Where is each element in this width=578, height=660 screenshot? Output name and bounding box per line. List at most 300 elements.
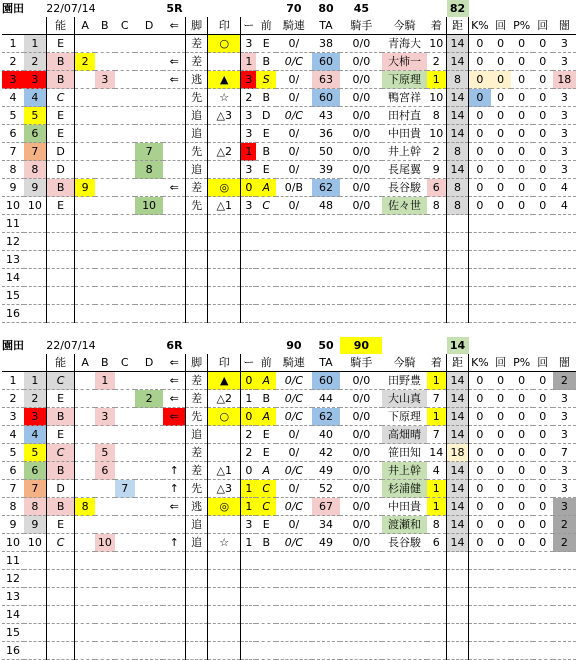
cell-pace: C xyxy=(256,480,276,498)
cell-mark[interactable] xyxy=(208,233,241,251)
cell-row-index: 8 xyxy=(2,161,24,179)
cell-umaban xyxy=(24,269,46,287)
cell-ability[interactable] xyxy=(46,215,75,233)
cell-arrow xyxy=(163,570,185,588)
cell-count1 xyxy=(491,642,511,660)
cell-jockey-rate: 0/0 xyxy=(340,161,382,179)
cell-distance xyxy=(447,624,469,642)
cell-rank-a xyxy=(75,107,95,125)
cell-ta: 52 xyxy=(312,480,341,498)
cell-row-index: 9 xyxy=(2,516,24,534)
cell-distance xyxy=(447,642,469,660)
cell-arrow xyxy=(163,89,185,107)
cell-p-pct: 0 xyxy=(511,125,533,143)
cell-mark[interactable]: ☆ xyxy=(208,534,241,552)
cell-ability[interactable]: E xyxy=(46,35,75,53)
cell-rank-d: 7 xyxy=(135,143,164,161)
cell-mark[interactable]: ▲ xyxy=(208,71,241,89)
cell-rank-b xyxy=(95,251,115,269)
cell-mark[interactable]: △3 xyxy=(208,107,241,125)
cell-ability[interactable]: C xyxy=(46,372,75,390)
cell-dash xyxy=(241,269,256,287)
cell-current-jockey xyxy=(382,552,426,570)
cell-mark[interactable] xyxy=(208,606,241,624)
cell-count1: 0 xyxy=(491,480,511,498)
cell-ability[interactable]: B xyxy=(46,71,75,89)
cell-mark[interactable] xyxy=(208,125,241,143)
cell-dash xyxy=(241,251,256,269)
cell-mark[interactable] xyxy=(208,624,241,642)
top-num-1: 90 xyxy=(286,339,302,352)
cell-rank-a xyxy=(75,233,95,251)
cell-ta: 42 xyxy=(312,444,341,462)
cell-current-jockey xyxy=(382,642,426,660)
cell-current-jockey: 杉浦健 xyxy=(382,480,426,498)
cell-distance: 18 xyxy=(447,444,469,462)
cell-dark: 3 xyxy=(553,408,576,426)
cell-mark[interactable]: ○ xyxy=(208,35,241,53)
cell-count1: 0 xyxy=(491,143,511,161)
cell-distance: 14 xyxy=(447,462,469,480)
cell-rank-b: 10 xyxy=(95,534,115,552)
cell-k-pct xyxy=(469,233,491,251)
title-blank xyxy=(135,0,164,17)
cell-rank-d xyxy=(135,642,164,660)
cell-distance xyxy=(447,269,469,287)
title-blank xyxy=(469,0,491,17)
cell-ability[interactable]: B xyxy=(46,53,75,71)
cell-ability[interactable]: B xyxy=(46,179,75,197)
cell-mark[interactable]: △2 xyxy=(208,143,241,161)
cell-mark[interactable] xyxy=(208,516,241,534)
cell-dash xyxy=(241,606,256,624)
title-blank xyxy=(553,337,576,354)
cell-k-pct: 0 xyxy=(469,444,491,462)
cell-mark[interactable]: ☆ xyxy=(208,89,241,107)
cell-ability[interactable]: D xyxy=(46,480,75,498)
cell-rank-b xyxy=(95,480,115,498)
cell-finish: 10 xyxy=(427,125,447,143)
cell-mark[interactable] xyxy=(208,444,241,462)
cell-row-index: 8 xyxy=(2,498,24,516)
cell-ability[interactable] xyxy=(46,552,75,570)
cell-finish xyxy=(427,215,447,233)
cell-mark[interactable] xyxy=(208,570,241,588)
cell-count2: 0 xyxy=(533,372,553,390)
cell-arrow: ⇐ xyxy=(163,71,185,89)
cell-dash: 0 xyxy=(241,408,256,426)
cell-ability[interactable]: E xyxy=(46,107,75,125)
cell-count2: 0 xyxy=(533,534,553,552)
header-distance: 距 xyxy=(447,17,469,35)
cell-count1: 0 xyxy=(491,161,511,179)
cell-rank-a xyxy=(75,251,95,269)
cell-umaban: 7 xyxy=(24,480,46,498)
cell-rank-b xyxy=(95,53,115,71)
cell-ability[interactable]: E xyxy=(46,426,75,444)
title-blank xyxy=(208,337,241,354)
cell-ability[interactable]: C xyxy=(46,444,75,462)
cell-rank-d xyxy=(135,606,164,624)
cell-ability[interactable] xyxy=(46,251,75,269)
cell-count1 xyxy=(491,287,511,305)
cell-ability[interactable] xyxy=(46,233,75,251)
cell-pace xyxy=(256,251,276,269)
cell-rank-c xyxy=(115,588,135,606)
cell-jockey-rate xyxy=(340,251,382,269)
header-finish: 着 xyxy=(427,17,447,35)
cell-finish xyxy=(427,642,447,660)
cell-finish: 1 xyxy=(427,372,447,390)
cell-pace xyxy=(256,269,276,287)
cell-dark: 3 xyxy=(553,161,576,179)
title-blank xyxy=(256,0,276,17)
cell-count1 xyxy=(491,251,511,269)
cell-current-jockey: 大山真 xyxy=(382,390,426,408)
cell-arrow xyxy=(163,215,185,233)
cell-ta xyxy=(312,552,341,570)
cell-rank-d xyxy=(135,534,164,552)
cell-rank-d xyxy=(135,287,164,305)
cell-ability[interactable] xyxy=(46,588,75,606)
cell-rank-b xyxy=(95,642,115,660)
cell-current-jockey: 中田貴 xyxy=(382,498,426,516)
cell-mark[interactable] xyxy=(208,588,241,606)
cell-dark xyxy=(553,552,576,570)
cell-rank-a: 2 xyxy=(75,53,95,71)
cell-count2 xyxy=(533,642,553,660)
venue: 園田 xyxy=(2,2,25,15)
cell-jockey-combo xyxy=(276,233,311,251)
cell-rank-a xyxy=(75,588,95,606)
cell-rank-c xyxy=(115,125,135,143)
cell-rank-c xyxy=(115,516,135,534)
cell-count1: 0 xyxy=(491,107,511,125)
header-dash: ー xyxy=(241,17,256,35)
cell-count2: 0 xyxy=(533,498,553,516)
cell-k-pct: 0 xyxy=(469,161,491,179)
cell-rank-d xyxy=(135,107,164,125)
cell-rank-d xyxy=(135,516,164,534)
cell-style xyxy=(186,215,208,233)
cell-count2: 0 xyxy=(533,107,553,125)
cell-p-pct: 0 xyxy=(511,89,533,107)
cell-ability[interactable]: C xyxy=(46,534,75,552)
cell-umaban: 8 xyxy=(24,498,46,516)
cell-mark[interactable] xyxy=(208,305,241,323)
cell-ability[interactable]: B xyxy=(46,498,75,516)
cell-k-pct: 0 xyxy=(469,372,491,390)
cell-row-index: 13 xyxy=(2,251,24,269)
cell-ta: 34 xyxy=(312,516,341,534)
cell-dash: 2 xyxy=(241,89,256,107)
cell-rank-c xyxy=(115,161,135,179)
cell-arrow: ⇐ xyxy=(163,53,185,71)
cell-dash: 3 xyxy=(241,161,256,179)
cell-mark[interactable]: ▲ xyxy=(208,372,241,390)
cell-arrow: ↑ xyxy=(163,480,185,498)
cell-rank-a: 8 xyxy=(75,498,95,516)
cell-umaban: 2 xyxy=(24,390,46,408)
cell-ability[interactable]: B xyxy=(46,462,75,480)
cell-mark[interactable] xyxy=(208,53,241,71)
cell-ta: 60 xyxy=(312,372,341,390)
cell-dash: 1 xyxy=(241,390,256,408)
cell-count1 xyxy=(491,588,511,606)
cell-p-pct: 0 xyxy=(511,534,533,552)
cell-umaban: 4 xyxy=(24,89,46,107)
cell-distance: 14 xyxy=(447,390,469,408)
cell-dash: 3 xyxy=(241,107,256,125)
header-ta: TA xyxy=(312,17,341,35)
cell-finish: 14 xyxy=(427,444,447,462)
cell-current-jockey xyxy=(382,251,426,269)
cell-ability[interactable]: B xyxy=(46,408,75,426)
cell-rank-a xyxy=(75,89,95,107)
cell-style xyxy=(186,233,208,251)
title-blank xyxy=(511,337,533,354)
cell-style: 追 xyxy=(186,125,208,143)
cell-jockey-rate xyxy=(340,588,382,606)
title-blank xyxy=(511,0,533,17)
header-count1: 回 xyxy=(491,354,511,372)
cell-arrow xyxy=(163,233,185,251)
cell-rank-d xyxy=(135,498,164,516)
cell-pace xyxy=(256,624,276,642)
cell-pace xyxy=(256,305,276,323)
cell-row-index: 12 xyxy=(2,233,24,251)
cell-current-jockey: 田村直 xyxy=(382,107,426,125)
cell-finish: 7 xyxy=(427,426,447,444)
cell-rank-d xyxy=(135,305,164,323)
cell-mark[interactable] xyxy=(208,426,241,444)
title-blank xyxy=(382,337,426,354)
cell-row-index: 16 xyxy=(2,305,24,323)
table-row xyxy=(2,251,576,269)
cell-dark xyxy=(553,606,576,624)
cell-jockey-combo: 0/ xyxy=(276,197,311,215)
cell-mark[interactable]: △1 xyxy=(208,197,241,215)
cell-ability[interactable]: D xyxy=(46,143,75,161)
cell-dark: 18 xyxy=(553,71,576,89)
cell-finish xyxy=(427,624,447,642)
cell-ability[interactable] xyxy=(46,570,75,588)
cell-p-pct xyxy=(511,624,533,642)
cell-mark[interactable] xyxy=(208,161,241,179)
cell-pace: B xyxy=(256,53,276,71)
cell-rank-d xyxy=(135,71,164,89)
cell-ta xyxy=(312,642,341,660)
cell-mark[interactable]: ◎ xyxy=(208,498,241,516)
header-arrow: ⇐ xyxy=(163,354,185,372)
cell-dark: 2 xyxy=(553,516,576,534)
cell-rank-a xyxy=(75,462,95,480)
cell-dark: 3 xyxy=(553,498,576,516)
cell-pace: B xyxy=(256,390,276,408)
cell-mark[interactable]: △1 xyxy=(208,462,241,480)
cell-current-jockey xyxy=(382,588,426,606)
title-blank xyxy=(427,337,447,354)
cell-jockey-combo xyxy=(276,606,311,624)
cell-jockey-rate: 0/0 xyxy=(340,71,382,89)
cell-rank-c: 7 xyxy=(115,480,135,498)
cell-ta: 36 xyxy=(312,125,341,143)
cell-jockey-rate: 0/0 xyxy=(340,197,382,215)
cell-mark[interactable] xyxy=(208,287,241,305)
table-row xyxy=(2,125,576,143)
cell-jockey-rate xyxy=(340,215,382,233)
cell-finish xyxy=(427,305,447,323)
cell-current-jockey: 渡瀬和 xyxy=(382,516,426,534)
cell-rank-a xyxy=(75,215,95,233)
header-count2: 回 xyxy=(533,354,553,372)
cell-count2: 0 xyxy=(533,462,553,480)
cell-ability[interactable]: D xyxy=(46,161,75,179)
cell-rank-c xyxy=(115,552,135,570)
cell-p-pct xyxy=(511,606,533,624)
cell-dash: 0 xyxy=(241,372,256,390)
cell-rank-c xyxy=(115,390,135,408)
cell-ability[interactable] xyxy=(46,606,75,624)
cell-dash: 3 xyxy=(241,516,256,534)
cell-mark[interactable]: △2 xyxy=(208,390,241,408)
cell-ability[interactable]: C xyxy=(46,89,75,107)
cell-count1: 0 xyxy=(491,35,511,53)
cell-umaban xyxy=(24,588,46,606)
title-blank xyxy=(256,337,276,354)
header-dark: 闇 xyxy=(553,17,576,35)
cell-current-jockey: 田野豊 xyxy=(382,372,426,390)
cell-mark[interactable] xyxy=(208,552,241,570)
cell-umaban: 4 xyxy=(24,426,46,444)
cell-jockey-combo xyxy=(276,588,311,606)
cell-mark[interactable] xyxy=(208,215,241,233)
cell-ability[interactable] xyxy=(46,305,75,323)
cell-k-pct: 0 xyxy=(469,516,491,534)
cell-mark[interactable]: ◎ xyxy=(208,179,241,197)
cell-k-pct: 0 xyxy=(469,480,491,498)
cell-distance xyxy=(447,570,469,588)
header-umaban xyxy=(24,17,46,35)
cell-current-jockey xyxy=(382,570,426,588)
cell-pace xyxy=(256,233,276,251)
cell-p-pct: 0 xyxy=(511,426,533,444)
cell-finish: 10 xyxy=(427,89,447,107)
cell-dash xyxy=(241,305,256,323)
cell-ability[interactable] xyxy=(46,269,75,287)
cell-p-pct xyxy=(511,215,533,233)
cell-pace: E xyxy=(256,161,276,179)
cell-arrow xyxy=(163,516,185,534)
cell-ability[interactable]: E xyxy=(46,516,75,534)
cell-count2: 0 xyxy=(533,408,553,426)
cell-ability[interactable] xyxy=(46,287,75,305)
cell-current-jockey: 井上幹 xyxy=(382,462,426,480)
table-row xyxy=(2,408,576,426)
title-blank xyxy=(135,337,164,354)
cell-pace xyxy=(256,642,276,660)
cell-mark[interactable]: ○ xyxy=(208,408,241,426)
cell-current-jockey: 中田貴 xyxy=(382,125,426,143)
cell-rank-d xyxy=(135,215,164,233)
cell-dark: 3 xyxy=(553,462,576,480)
title-blank xyxy=(533,337,553,354)
cell-distance: 14 xyxy=(447,53,469,71)
cell-count1: 0 xyxy=(491,179,511,197)
cell-current-jockey xyxy=(382,305,426,323)
header-jockey-combo: 騎連 xyxy=(276,354,311,372)
cell-rank-c xyxy=(115,107,135,125)
cell-rank-a xyxy=(75,372,95,390)
cell-arrow xyxy=(163,552,185,570)
cell-dark xyxy=(553,287,576,305)
cell-distance: 14 xyxy=(447,35,469,53)
cell-arrow: ⇐ xyxy=(163,498,185,516)
cell-row-index: 7 xyxy=(2,480,24,498)
cell-umaban: 3 xyxy=(24,408,46,426)
cell-count1: 0 xyxy=(491,125,511,143)
cell-style: 差 xyxy=(186,53,208,71)
cell-ability[interactable]: E xyxy=(46,197,75,215)
cell-ability[interactable] xyxy=(46,624,75,642)
cell-rank-d: 10 xyxy=(135,197,164,215)
cell-ability[interactable]: E xyxy=(46,390,75,408)
cell-k-pct: 0 xyxy=(469,390,491,408)
cell-mark[interactable] xyxy=(208,642,241,660)
cell-finish xyxy=(427,251,447,269)
cell-jockey-combo: 0/C xyxy=(276,390,311,408)
cell-ability[interactable]: E xyxy=(46,125,75,143)
cell-count1: 0 xyxy=(491,516,511,534)
cell-mark[interactable] xyxy=(208,251,241,269)
cell-rank-c xyxy=(115,408,135,426)
cell-jockey-combo: 0/ xyxy=(276,125,311,143)
table-row xyxy=(2,179,576,197)
cell-current-jockey: 青海大 xyxy=(382,35,426,53)
cell-jockey-rate xyxy=(340,287,382,305)
cell-count2 xyxy=(533,570,553,588)
cell-jockey-rate: 0/0 xyxy=(340,143,382,161)
cell-umaban: 5 xyxy=(24,107,46,125)
cell-distance xyxy=(447,552,469,570)
cell-mark[interactable]: △3 xyxy=(208,480,241,498)
cell-ability[interactable] xyxy=(46,642,75,660)
cell-k-pct xyxy=(469,606,491,624)
title-blank xyxy=(382,0,426,17)
title-blank xyxy=(24,0,46,17)
cell-current-jockey xyxy=(382,606,426,624)
race-date: 22/07/14 xyxy=(46,2,96,15)
cell-row-index: 9 xyxy=(2,179,24,197)
table-row xyxy=(2,606,576,624)
cell-k-pct: 0 xyxy=(469,71,491,89)
cell-pace: S xyxy=(256,71,276,89)
cell-rank-a: 9 xyxy=(75,179,95,197)
cell-style: 差 xyxy=(186,35,208,53)
table-row xyxy=(2,444,576,462)
cell-jockey-rate xyxy=(340,642,382,660)
cell-ta: 43 xyxy=(312,107,341,125)
cell-k-pct xyxy=(469,642,491,660)
top-num-1: 70 xyxy=(286,2,302,15)
cell-dash xyxy=(241,287,256,305)
cell-pace: A xyxy=(256,179,276,197)
cell-distance: 14 xyxy=(447,89,469,107)
cell-umaban: 2 xyxy=(24,53,46,71)
race-date: 22/07/14 xyxy=(46,339,96,352)
header-current-jockey: 今騎 xyxy=(382,17,426,35)
cell-mark[interactable] xyxy=(208,269,241,287)
